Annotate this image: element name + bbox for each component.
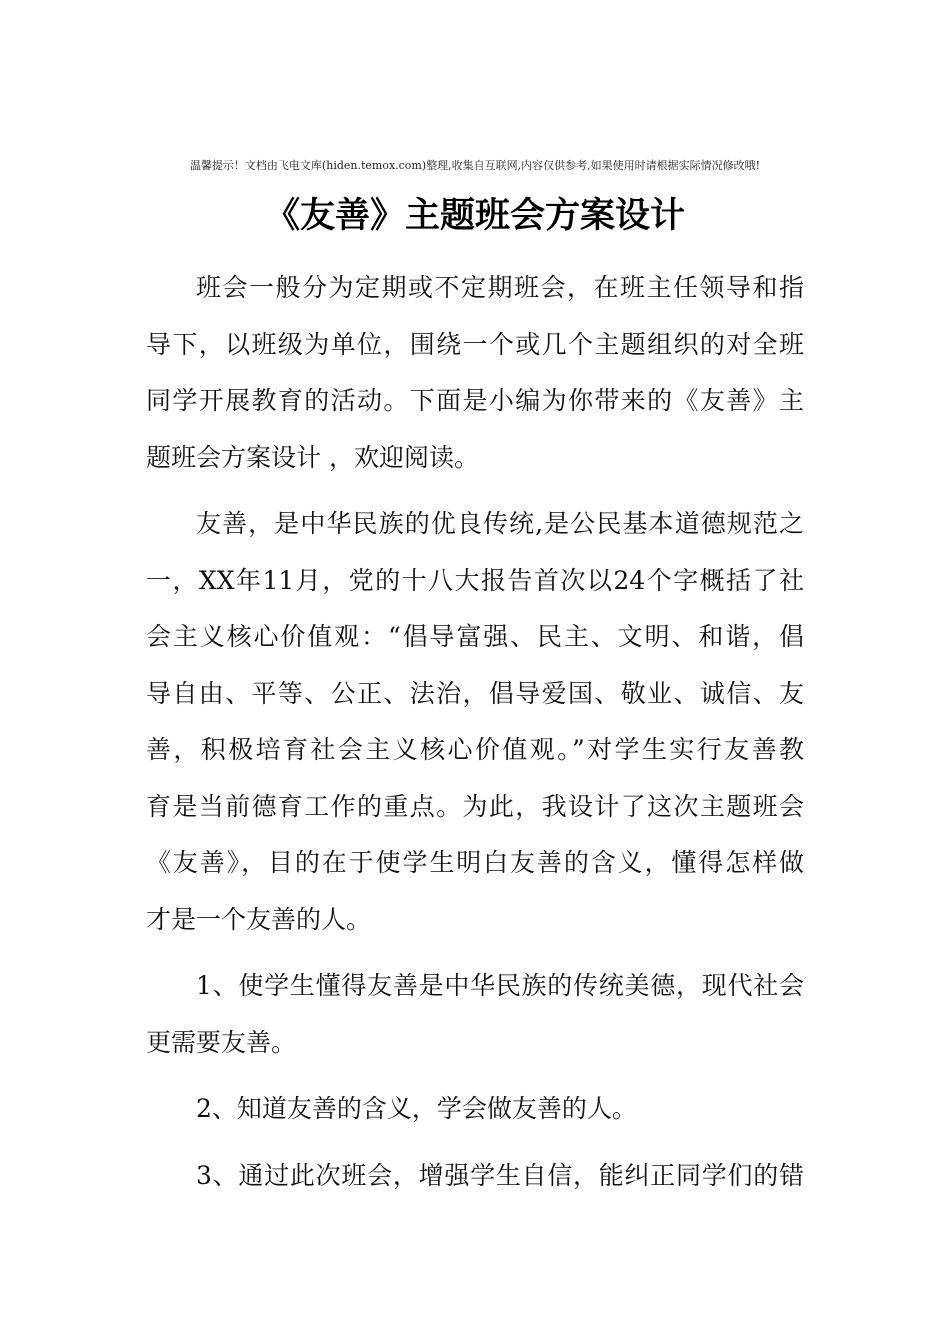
text-line: 导下，以班级为单位，围绕一个或几个主题组织的对全班 bbox=[146, 329, 804, 359]
document-title: 《友善》主题班会方案设计 bbox=[264, 196, 685, 236]
text-line: 导自由、平等、公正、法治，倡导爱国、敬业、诚信、友 bbox=[146, 678, 804, 708]
text-line: 会主义核心价值观：“倡导富强、民主、文明、和谐，倡 bbox=[146, 622, 804, 651]
text-line: 同学开展教育的活动。下面是小编为你带来的《友善》主 bbox=[146, 386, 804, 415]
paragraph bbox=[146, 496, 804, 948]
download-notice: 温馨提示！文档由飞电文库(hiden.temox.com)整理,收集自互联网,内容仅供参考,如果使用时请根据实际情况修改哦! bbox=[189, 159, 761, 172]
paragraph bbox=[146, 1081, 804, 1138]
text-line: 1、使学生懂得友善是中华民族的传统美德，现代社会 bbox=[196, 971, 804, 1000]
text-line: 2、知道友善的含义，学会做友善的人。 bbox=[196, 1094, 637, 1123]
text-line: 3、通过此次班会，增强学生自信，能纠正同学们的错 bbox=[196, 1160, 804, 1190]
paragraph bbox=[146, 260, 804, 486]
paragraph bbox=[146, 1148, 804, 1205]
text-line: 善，积极培育社会主义核心价值观。”对学生实行友善教 bbox=[146, 735, 804, 764]
text-line: 题班会方案设计 ，欢迎阅读。 bbox=[146, 442, 479, 472]
paragraph bbox=[146, 958, 804, 1071]
text-line: 才是一个友善的人。 bbox=[146, 904, 372, 934]
document-body bbox=[146, 260, 804, 1204]
text-line: 班会一般分为定期或不定期班会，在班主任领导和指 bbox=[196, 273, 804, 302]
text-line: 《友善》，目的在于使学生明白友善的含义，懂得怎样做 bbox=[146, 848, 804, 877]
text-line: 一，XX年11月，党的十八大报告首次以24个字概括了社 bbox=[146, 565, 804, 595]
text-line: 更需要友善。 bbox=[146, 1027, 297, 1057]
text-line: 友善，是中华民族的优良传统,是公民基本道德规范之 bbox=[196, 509, 804, 538]
text-line: 育是当前德育工作的重点。为此，我设计了这次主题班会 bbox=[146, 791, 804, 821]
